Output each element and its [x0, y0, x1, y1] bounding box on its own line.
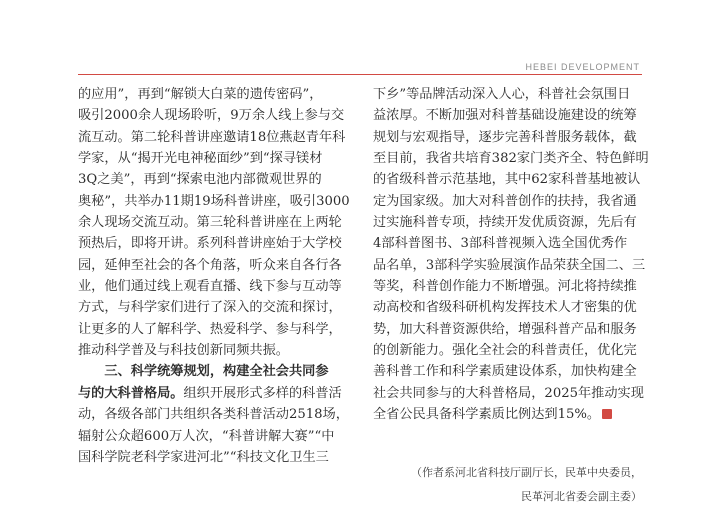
header-rule: [78, 74, 642, 75]
body-line: 奥秘”，共举办11期19场科普讲座，吸引3000: [78, 193, 350, 209]
section-heading-line: [78, 361, 357, 382]
body-line: 的创新能力。强化全社会的科普责任，优化完: [373, 343, 637, 359]
body-line: 辐射公众超600万人次，“科普讲解大赛”“中: [78, 428, 335, 444]
body-line: [78, 383, 357, 404]
body-line: 4部科普图书、3部科普视频入选全国优秀作: [373, 236, 628, 252]
body-line-last: [373, 404, 652, 425]
body-text: 组织开展形式多样的科普活: [183, 385, 342, 401]
author-note-continued: 民革河北省委会副主委）: [521, 490, 642, 503]
body-line: 的省级科普示范基地，其中62家科普基地被认: [373, 172, 641, 188]
body-line: 品名单，3部科学实验展演作品荣获全国二、三: [373, 257, 646, 273]
body-line: 社会共同参与的大科普格局，2025年推动实现: [373, 385, 644, 401]
body-line: 过实施科普专项，持续开发优质资源，先后有: [373, 215, 637, 231]
body-line: 流互动。第二轮科普讲座邀请18位燕赵青年科: [78, 129, 346, 145]
body-line: 方式，与科学家们进行了深入的交流和探讨，: [78, 300, 342, 316]
author-note: （作者系河北省科技厅副厅长，民革中央委员，: [411, 466, 642, 479]
body-line: 势，加大科普资源供给，增强科普产品和服务: [373, 321, 637, 337]
body-line: 园，延伸至社会的各个角落，听众来自各行各: [78, 257, 342, 273]
body-line: 学家，从“揭开光电神秘面纱”到“探寻镁材: [78, 151, 323, 167]
body-line: 规划与宏观指导，逐步完善科普服务载体，截: [373, 129, 637, 145]
body-line: 让更多的人了解科学、热爱科学、参与科学，: [78, 321, 342, 337]
body-line: 动高校和省级科研机构发挥技术人才密集的优: [373, 300, 637, 316]
body-line: 余人现场交流互动。第三轮科普讲座在上两轮: [78, 215, 342, 231]
running-header: HEBEI DEVELOPMENT: [525, 62, 640, 72]
body-line: 下乡”等品牌活动深入人心，科普社会氛围日: [373, 87, 631, 102]
body-line: 业，他们通过线上观看直播、线下参与互动等: [78, 279, 342, 295]
end-mark-icon: [602, 409, 612, 419]
body-line: 国科学院老科学家进河北”“科技文化卫生三: [78, 449, 329, 465]
body-line: 善科普工作和科学素质建设体系，加快构建全: [373, 364, 637, 380]
body-line: 定为国家级。加大对科普创作的扶持，我省通: [373, 193, 637, 209]
body-line: 预热后，即将开讲。系列科普讲座始于大学校: [78, 236, 342, 252]
body-line: 推动科学普及与科技创新同频共振。: [78, 343, 289, 359]
section-heading-continued: 与的大科普格局。: [78, 385, 184, 401]
body-line: 3Q之美”，再到“探索电池内部微观世界的: [78, 172, 322, 188]
body-text: 全省公民具备科学素质比例达到15%。: [373, 407, 601, 423]
section-heading: 三、科学统筹规划，构建全社会共同参: [104, 364, 329, 380]
body-line: 的应用”，再到“解锁大白菜的遗传密码”，: [78, 87, 323, 102]
left-column: [78, 84, 357, 468]
right-column: [373, 84, 652, 426]
body-line: 吸引2000余人现场聆听，9万余人线上参与交: [78, 108, 345, 124]
body-line: 动，各级各部门共组织各类科普活动2518场，: [78, 407, 349, 423]
body-line: 益浓厚。不断加强对科普基础设施建设的统筹: [373, 108, 637, 124]
body-line: 至目前，我省共培育382家门类齐全、特色鲜明: [373, 151, 649, 167]
body-line: 等奖，科普创作能力不断增强。河北将持续推: [373, 279, 637, 295]
